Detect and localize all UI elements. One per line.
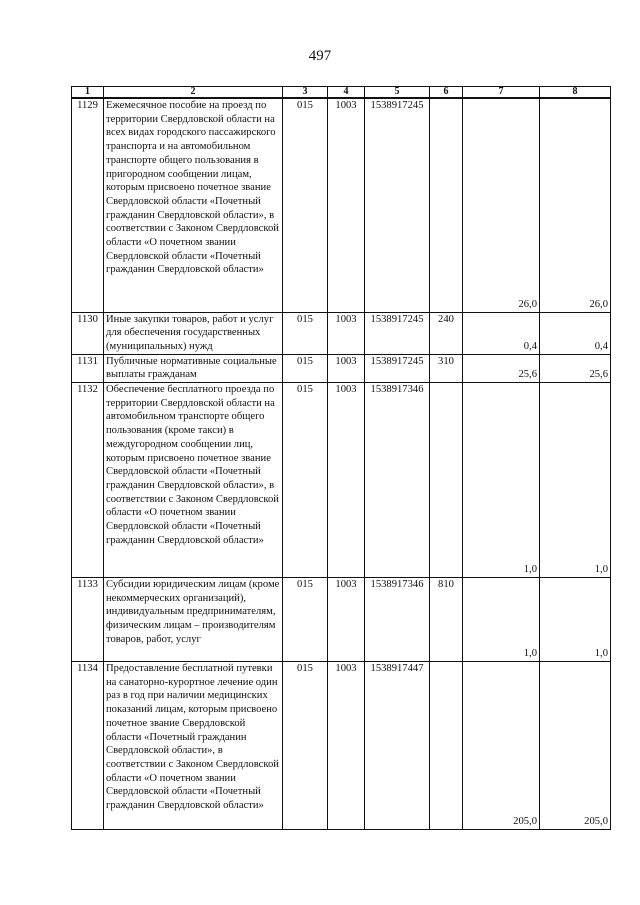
- amount-col7: 205,0: [463, 662, 540, 830]
- section-code: 1003: [328, 312, 365, 354]
- column-header: 2: [104, 87, 283, 99]
- section-code: 1003: [328, 662, 365, 830]
- expense-type-code: [430, 662, 463, 830]
- row-description: Обеспечение бесплатного проезда по территории Свердловской области на автомобильном транспорте общего пользования (кроме такси) в междугородном сообщении лиц, которым присвоено почетное звание Свердловской области «Почетный гражданин Свердловской области», в соответствии с Законом Свердловской области «О почетном звании Свердловской области «Почетный гражданин Свердловской области»: [104, 383, 283, 578]
- table-row: [72, 354, 611, 382]
- row-description: Ежемесячное пособие на проезд по территории Свердловской области на всех видах городского пассажирского транспорта и на автомобильном транспорте общего пользования в пригородном сообщении лицам, которым присвоено почетное звание Свердловской области «Почетный гражданин Свердловской области», в соответствии с Законом Свердловской области «О почетном звании Свердловской области «Почетный гражданин Свердловской области»: [104, 98, 283, 312]
- target-code: 1538917245: [365, 312, 430, 354]
- expense-type-code: [430, 98, 463, 312]
- column-header: 7: [463, 87, 540, 99]
- row-number: 1133: [72, 578, 104, 662]
- expense-type-code: 310: [430, 354, 463, 382]
- section-code: 1003: [328, 578, 365, 662]
- amount-col7: 1,0: [463, 578, 540, 662]
- amount-col7: 0,4: [463, 312, 540, 354]
- ministry-code: 015: [283, 312, 328, 354]
- expense-type-code: [430, 383, 463, 578]
- target-code: 1538917346: [365, 383, 430, 578]
- ministry-code: 015: [283, 98, 328, 312]
- section-code: 1003: [328, 354, 365, 382]
- expense-type-code: 240: [430, 312, 463, 354]
- table-row: [72, 578, 611, 662]
- row-number: 1130: [72, 312, 104, 354]
- ministry-code: 015: [283, 578, 328, 662]
- ministry-code: 015: [283, 354, 328, 382]
- section-code: 1003: [328, 383, 365, 578]
- target-code: 1538917245: [365, 98, 430, 312]
- column-header: 4: [328, 87, 365, 99]
- section-code: 1003: [328, 98, 365, 312]
- amount-col8: 0,4: [540, 312, 611, 354]
- column-header: 3: [283, 87, 328, 99]
- column-header: 6: [430, 87, 463, 99]
- amount-col8: 25,6: [540, 354, 611, 382]
- amount-col7: 1,0: [463, 383, 540, 578]
- amount-col8: 205,0: [540, 662, 611, 830]
- column-header: 8: [540, 87, 611, 99]
- amount-col8: 1,0: [540, 578, 611, 662]
- ministry-code: 015: [283, 383, 328, 578]
- row-description: Иные закупки товаров, работ и услуг для обеспечения государственных (муниципальных) нужд: [104, 312, 283, 354]
- table-row: [72, 312, 611, 354]
- row-description: Предоставление бесплатной путевки на санаторно-курортное лечение один раз в год при наличии медицинских показаний лицам, которым присвоено почетное звание Свердловской области «Почетный гражданин Свердловской области», в соответствии с Законом Свердловской области «О почетном звании Свердловской области «Почетный гражданин Свердловской области»: [104, 662, 283, 830]
- row-number: 1131: [72, 354, 104, 382]
- column-header: 1: [72, 87, 104, 99]
- table-header-row: [72, 87, 611, 99]
- row-description: Субсидии юридическим лицам (кроме некоммерческих организаций), индивидуальным предпринимателям, физическим лицам – производителям товаров, работ, услуг: [104, 578, 283, 662]
- row-number: 1129: [72, 98, 104, 312]
- budget-table: [71, 86, 611, 830]
- amount-col7: 26,0: [463, 98, 540, 312]
- target-code: 1538917447: [365, 662, 430, 830]
- amount-col8: 1,0: [540, 383, 611, 578]
- row-description: Публичные нормативные социальные выплаты гражданам: [104, 354, 283, 382]
- column-header: 5: [365, 87, 430, 99]
- expense-type-code: 810: [430, 578, 463, 662]
- amount-col8: 26,0: [540, 98, 611, 312]
- table-row: [72, 98, 611, 312]
- page-number: 497: [308, 48, 332, 64]
- table-row: [72, 383, 611, 578]
- table-row: [72, 662, 611, 830]
- amount-col7: 25,6: [463, 354, 540, 382]
- target-code: 1538917346: [365, 578, 430, 662]
- row-number: 1132: [72, 383, 104, 578]
- row-number: 1134: [72, 662, 104, 830]
- ministry-code: 015: [283, 662, 328, 830]
- target-code: 1538917245: [365, 354, 430, 382]
